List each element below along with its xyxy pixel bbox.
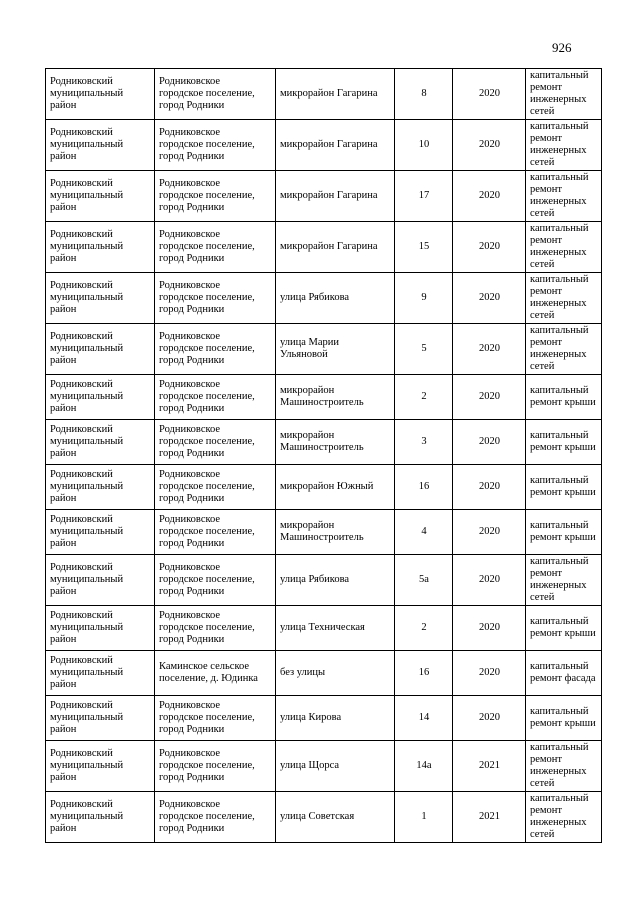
table-row [46, 420, 602, 465]
cell-municipal-district-text: Родниковский муниципальный район [50, 655, 124, 690]
cell-municipal-district [46, 222, 155, 273]
cell-municipal-district-text: Родниковский муниципальный район [50, 127, 124, 162]
cell-year-text: 2020 [479, 574, 500, 585]
table-row [46, 606, 602, 651]
cell-municipal-district-text: Родниковский муниципальный район [50, 280, 124, 315]
cell-street-text: микрорайон Южный [280, 481, 374, 492]
cell-street [276, 741, 395, 792]
cell-house-number-text: 14 [418, 712, 430, 723]
cell-work-type [526, 606, 602, 651]
cell-street-text: улица Щорса [280, 760, 340, 771]
table-row [46, 555, 602, 606]
cell-municipal-district [46, 375, 155, 420]
cell-settlement-text: Родниковское городское поселение, город Родники [159, 700, 255, 735]
cell-year-text: 2020 [479, 343, 500, 354]
cell-work-type-text: капитальный ремонт крыши [530, 385, 596, 408]
cell-work-type [526, 171, 602, 222]
cell-settlement-text: Родниковское городское поселение, город Родники [159, 379, 255, 414]
cell-street [276, 69, 395, 120]
cell-year [453, 420, 526, 465]
cell-municipal-district [46, 792, 155, 843]
cell-year-text: 2020 [479, 190, 500, 201]
cell-year [453, 606, 526, 651]
cell-house-number-text: 10 [418, 139, 430, 150]
cell-municipal-district [46, 510, 155, 555]
cell-municipal-district [46, 420, 155, 465]
cell-settlement-text: Родниковское городское поселение, город Родники [159, 127, 255, 162]
cell-house-number [395, 696, 453, 741]
cell-municipal-district [46, 465, 155, 510]
cell-street-text: микрорайон Гагарина [280, 190, 378, 201]
cell-year [453, 273, 526, 324]
cell-municipal-district [46, 273, 155, 324]
cell-house-number-text: 15 [418, 241, 430, 252]
cell-municipal-district-text: Родниковский муниципальный район [50, 178, 124, 213]
table-row [46, 171, 602, 222]
cell-work-type-text: капитальный ремонт инженерных сетей [530, 70, 589, 117]
cell-municipal-district [46, 324, 155, 375]
cell-street-text: без улицы [280, 667, 326, 678]
cell-year-text: 2020 [479, 481, 500, 492]
table-row [46, 696, 602, 741]
cell-municipal-district [46, 741, 155, 792]
cell-settlement [155, 741, 276, 792]
cell-house-number [395, 651, 453, 696]
cell-street [276, 651, 395, 696]
cell-settlement-text: Родниковское городское поселение, город Родники [159, 76, 255, 111]
cell-settlement-text: Родниковское городское поселение, город Родники [159, 610, 255, 645]
cell-work-type-text: капитальный ремонт крыши [530, 706, 596, 729]
cell-settlement [155, 651, 276, 696]
cell-street-text: улица Советская [280, 811, 355, 822]
cell-work-type [526, 375, 602, 420]
cell-settlement-text: Родниковское городское поселение, город Родники [159, 799, 255, 834]
cell-street-text: микрорайон Гагарина [280, 241, 378, 252]
cell-house-number-text: 2 [421, 391, 427, 402]
cell-house-number-text: 5а [419, 574, 429, 585]
cell-work-type-text: капитальный ремонт инженерных сетей [530, 274, 589, 321]
cell-municipal-district-text: Родниковский муниципальный район [50, 562, 124, 597]
page-number: 926 [552, 40, 572, 55]
cell-street [276, 555, 395, 606]
cell-house-number-text: 8 [421, 88, 427, 99]
cell-settlement-text: Родниковское городское поселение, город Родники [159, 229, 255, 264]
cell-house-number [395, 420, 453, 465]
cell-work-type [526, 420, 602, 465]
cell-settlement [155, 792, 276, 843]
cell-house-number [395, 465, 453, 510]
cell-year-text: 2020 [479, 241, 500, 252]
cell-work-type-text: капитальный ремонт инженерных сетей [530, 172, 589, 219]
cell-street-text: микрорайон Машиностроитель [280, 385, 364, 408]
cell-street-text: улица Техническая [280, 622, 365, 633]
cell-year [453, 741, 526, 792]
cell-work-type [526, 69, 602, 120]
cell-municipal-district-text: Родниковский муниципальный район [50, 331, 124, 366]
cell-settlement [155, 696, 276, 741]
cell-house-number [395, 375, 453, 420]
table-row [46, 324, 602, 375]
cell-work-type-text: капитальный ремонт фасада [530, 661, 596, 684]
cell-street [276, 171, 395, 222]
cell-year [453, 171, 526, 222]
cell-work-type [526, 510, 602, 555]
cell-municipal-district [46, 69, 155, 120]
cell-house-number [395, 171, 453, 222]
table-row [46, 465, 602, 510]
cell-year [453, 651, 526, 696]
cell-work-type-text: капитальный ремонт крыши [530, 520, 596, 543]
cell-street-text: микрорайон Гагарина [280, 139, 378, 150]
cell-settlement [155, 69, 276, 120]
cell-street [276, 273, 395, 324]
cell-street [276, 696, 395, 741]
table-row [46, 375, 602, 420]
cell-house-number [395, 792, 453, 843]
cell-street-text: улица Рябикова [280, 574, 350, 585]
repair-registry-table [45, 68, 602, 843]
cell-municipal-district-text: Родниковский муниципальный район [50, 748, 124, 783]
cell-settlement-text: Родниковское городское поселение, город Родники [159, 514, 255, 549]
cell-year-text: 2020 [479, 436, 500, 447]
cell-house-number [395, 69, 453, 120]
cell-house-number [395, 273, 453, 324]
cell-municipal-district-text: Родниковский муниципальный район [50, 76, 124, 111]
cell-settlement [155, 324, 276, 375]
cell-municipal-district-text: Родниковский муниципальный район [50, 379, 124, 414]
cell-year [453, 792, 526, 843]
cell-house-number-text: 14а [416, 760, 432, 771]
cell-year [453, 510, 526, 555]
cell-municipal-district [46, 651, 155, 696]
cell-settlement-text: Родниковское городское поселение, город Родники [159, 331, 255, 366]
cell-house-number [395, 222, 453, 273]
cell-settlement [155, 120, 276, 171]
cell-settlement-text: Родниковское городское поселение, город Родники [159, 178, 255, 213]
cell-work-type-text: капитальный ремонт инженерных сетей [530, 556, 589, 603]
cell-year-text: 2020 [479, 712, 500, 723]
cell-year-text: 2020 [479, 622, 500, 633]
cell-settlement [155, 465, 276, 510]
cell-settlement [155, 171, 276, 222]
cell-settlement [155, 420, 276, 465]
cell-year [453, 324, 526, 375]
cell-house-number [395, 555, 453, 606]
cell-year [453, 120, 526, 171]
cell-house-number-text: 17 [418, 190, 430, 201]
cell-settlement-text: Каминское сельское поселение, д. Юдинка [159, 661, 258, 684]
cell-street [276, 375, 395, 420]
cell-street [276, 606, 395, 651]
cell-street [276, 420, 395, 465]
cell-street [276, 792, 395, 843]
cell-house-number [395, 741, 453, 792]
cell-work-type [526, 792, 602, 843]
cell-house-number-text: 4 [421, 526, 427, 537]
cell-house-number [395, 324, 453, 375]
cell-year [453, 696, 526, 741]
cell-work-type [526, 741, 602, 792]
cell-work-type-text: капитальный ремонт крыши [530, 430, 596, 453]
cell-year-text: 2020 [479, 667, 500, 678]
cell-work-type [526, 324, 602, 375]
cell-work-type-text: капитальный ремонт инженерных сетей [530, 742, 589, 789]
cell-year-text: 2021 [479, 760, 500, 771]
cell-settlement-text: Родниковское городское поселение, город Родники [159, 748, 255, 783]
cell-work-type-text: капитальный ремонт крыши [530, 616, 596, 639]
cell-settlement [155, 222, 276, 273]
cell-house-number [395, 510, 453, 555]
cell-street-text: улица Марии Ульяновой [280, 337, 340, 360]
table-row [46, 792, 602, 843]
cell-work-type [526, 555, 602, 606]
cell-year-text: 2020 [479, 88, 500, 99]
cell-street [276, 465, 395, 510]
cell-street [276, 510, 395, 555]
cell-work-type [526, 273, 602, 324]
cell-settlement-text: Родниковское городское поселение, город Родники [159, 280, 255, 315]
cell-street-text: улица Кирова [280, 712, 342, 723]
cell-settlement-text: Родниковское городское поселение, город Родники [159, 562, 255, 597]
cell-house-number-text: 3 [421, 436, 427, 447]
cell-settlement-text: Родниковское городское поселение, город Родники [159, 469, 255, 504]
cell-year-text: 2021 [479, 811, 500, 822]
table-row [46, 69, 602, 120]
cell-work-type-text: капитальный ремонт инженерных сетей [530, 325, 589, 372]
table-row [46, 222, 602, 273]
cell-municipal-district [46, 606, 155, 651]
table-row [46, 120, 602, 171]
cell-municipal-district [46, 120, 155, 171]
cell-settlement-text: Родниковское городское поселение, город Родники [159, 424, 255, 459]
cell-settlement [155, 273, 276, 324]
cell-municipal-district-text: Родниковский муниципальный район [50, 799, 124, 834]
cell-municipal-district-text: Родниковский муниципальный район [50, 424, 124, 459]
cell-year [453, 69, 526, 120]
cell-settlement [155, 606, 276, 651]
cell-year-text: 2020 [479, 526, 500, 537]
cell-year [453, 465, 526, 510]
cell-year [453, 555, 526, 606]
cell-work-type-text: капитальный ремонт инженерных сетей [530, 223, 589, 270]
cell-municipal-district-text: Родниковский муниципальный район [50, 469, 124, 504]
table-body [46, 69, 602, 843]
cell-year-text: 2020 [479, 292, 500, 303]
cell-work-type-text: капитальный ремонт инженерных сетей [530, 121, 589, 168]
cell-street-text: улица Рябикова [280, 292, 350, 303]
cell-house-number-text: 16 [418, 481, 430, 492]
cell-house-number-text: 9 [421, 292, 427, 303]
cell-street [276, 222, 395, 273]
cell-house-number-text: 16 [418, 667, 430, 678]
cell-year [453, 222, 526, 273]
cell-house-number-text: 5 [421, 343, 427, 354]
cell-municipal-district-text: Родниковский муниципальный район [50, 700, 124, 735]
cell-municipal-district [46, 171, 155, 222]
cell-house-number-text: 1 [421, 811, 427, 822]
table-row [46, 651, 602, 696]
cell-work-type [526, 696, 602, 741]
cell-house-number-text: 2 [421, 622, 427, 633]
cell-year-text: 2020 [479, 391, 500, 402]
cell-house-number [395, 606, 453, 651]
cell-municipal-district [46, 555, 155, 606]
cell-settlement [155, 375, 276, 420]
cell-year-text: 2020 [479, 139, 500, 150]
cell-street-text: микрорайон Гагарина [280, 88, 378, 99]
cell-settlement [155, 510, 276, 555]
cell-street [276, 324, 395, 375]
cell-street-text: микрорайон Машиностроитель [280, 520, 364, 543]
cell-settlement [155, 555, 276, 606]
cell-municipal-district-text: Родниковский муниципальный район [50, 229, 124, 264]
cell-municipal-district-text: Родниковский муниципальный район [50, 514, 124, 549]
table-row [46, 510, 602, 555]
cell-work-type [526, 651, 602, 696]
cell-year [453, 375, 526, 420]
cell-street-text: микрорайон Машиностроитель [280, 430, 364, 453]
cell-work-type [526, 120, 602, 171]
cell-street [276, 120, 395, 171]
table-row [46, 273, 602, 324]
cell-work-type-text: капитальный ремонт крыши [530, 475, 596, 498]
cell-house-number [395, 120, 453, 171]
cell-work-type [526, 465, 602, 510]
cell-work-type [526, 222, 602, 273]
table-row [46, 741, 602, 792]
cell-municipal-district-text: Родниковский муниципальный район [50, 610, 124, 645]
cell-municipal-district [46, 696, 155, 741]
cell-work-type-text: капитальный ремонт инженерных сетей [530, 793, 589, 840]
